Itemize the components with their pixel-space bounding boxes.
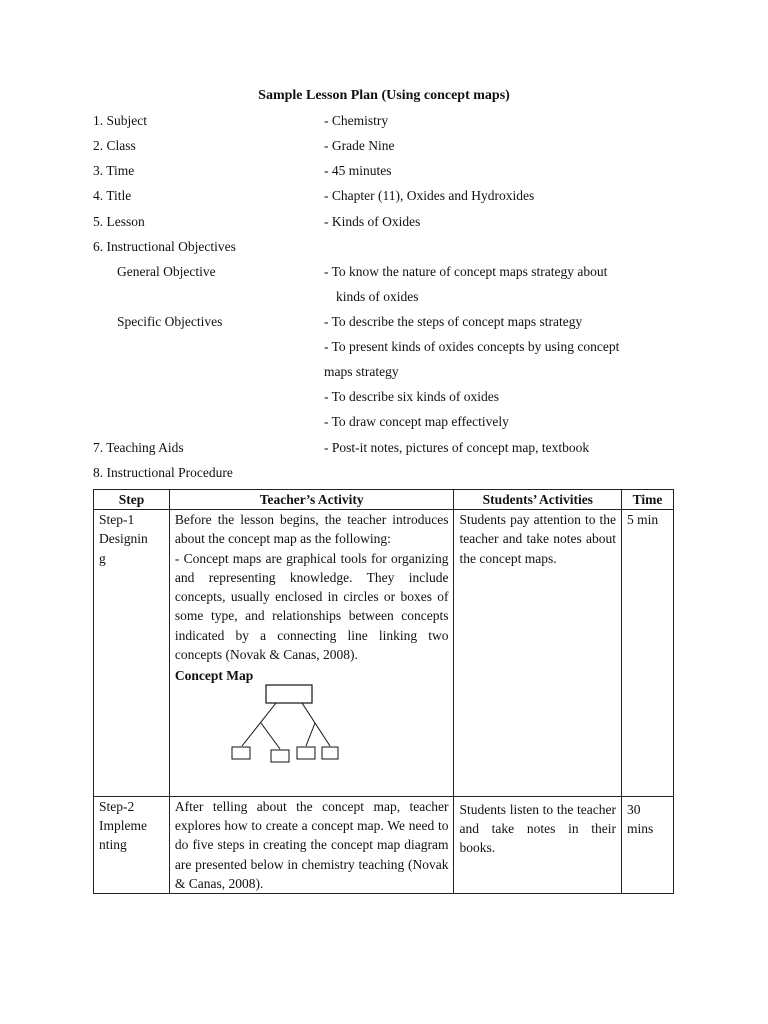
concept-child-node [232, 747, 250, 759]
item-value: - Grade Nine [324, 138, 395, 153]
item-value: - Kinds of Oxides [324, 214, 421, 229]
specific-objective-line: - To draw concept map effectively [324, 414, 509, 429]
concept-link [306, 723, 315, 746]
specific-objective-line: - To describe six kinds of oxides [324, 389, 500, 404]
item-label: Instructional Objectives [106, 239, 236, 254]
students-activity: Students listen to the teacher and take notes in their books. [459, 801, 617, 856]
procedure-table [93, 489, 674, 894]
item-label: Lesson [106, 214, 145, 229]
item-teaching-aids: 7. Teaching Aids - Post-it notes, pictures of concept map, textbook [0, 438, 768, 458]
item-value: - Post-it notes, pictures of concept map, textbook [324, 440, 590, 455]
step-cell: Step-1 Designin g [99, 512, 148, 566]
concept-root-node [266, 685, 312, 703]
specific-objectives [0, 312, 768, 332]
item-label: Time [106, 163, 135, 178]
specific-objective-line: - To describe the steps of concept maps strategy [324, 314, 583, 329]
concept-map-diagram [230, 684, 350, 766]
header-step: Step [94, 490, 170, 510]
time-cell: 30 mins [627, 801, 654, 836]
item-label: Subject [106, 113, 147, 128]
item-label: Class [106, 138, 136, 153]
item-label: Title [106, 188, 132, 203]
item-instructional-procedure: 8. Instructional Procedure [93, 465, 233, 480]
item-value: - Chapter (11), Oxides and Hydroxides [324, 188, 535, 203]
item-value: - 45 minutes [324, 163, 392, 178]
document-title: Sample Lesson Plan (Using concept maps) [258, 88, 510, 103]
concept-link [302, 703, 330, 746]
item-instructional-objectives: 6. Instructional Objectives [93, 239, 236, 254]
item-class: 2. Class - Grade Nine [0, 136, 768, 156]
general-objective [0, 262, 768, 282]
table-header-row [94, 490, 674, 510]
header-students-activities: Students’ Activities [454, 490, 622, 510]
general-objective-line1: - To know the nature of concept maps strategy about [324, 264, 608, 279]
teacher-activity: After telling about the concept map, teacher explores how to create a concept map. We need to do five steps in creating the concept map diagram are presented below in chemistry teaching (Novak & Canas, 2008). [174, 798, 449, 891]
concept-child-node [271, 750, 289, 762]
concept-map-label: Concept Map [174, 668, 254, 684]
step-cell: Step-2 Impleme nting [99, 798, 147, 853]
students-activity: Students pay attention to the teacher and take notes about the concept maps. [459, 512, 617, 566]
teacher-activity-intro: Before the lesson begins, the teacher introduces about the concept map as the following: [174, 512, 449, 547]
concept-link [261, 723, 280, 749]
item-lesson: 5. Lesson - Kinds of Oxides [0, 212, 768, 232]
item-value: - Chemistry [324, 113, 389, 128]
item-title: 4. Title - Chapter (11), Oxides and Hydroxides [0, 186, 768, 206]
specific-objectives-label: Specific Objectives [117, 314, 223, 329]
teacher-activity-definition: - Concept maps are graphical tools for organizing and representing knowledge. They include concepts, usually enclosed in circles or boxes of some type, and relationships between concepts indicated by a connecting line linking two concepts (Novak & Canas, 2008). [174, 550, 449, 663]
header-time: Time [622, 490, 674, 510]
time-cell: 5 min [627, 512, 659, 527]
concept-link [242, 703, 276, 746]
general-objective-label: General Objective [117, 264, 216, 279]
item-label: Teaching Aids [106, 440, 184, 455]
table-row [94, 510, 674, 797]
table-row [94, 796, 674, 893]
item-subject: 1. Subject - Chemistry [0, 111, 768, 131]
general-objective-line2: kinds of oxides [336, 289, 419, 304]
specific-objective-line: maps strategy [324, 364, 399, 379]
specific-objective-line: - To present kinds of oxides concepts by using concept [324, 339, 620, 354]
concept-child-node [322, 747, 338, 759]
concept-child-node [297, 747, 315, 759]
item-time: 3. Time - 45 minutes [0, 161, 768, 181]
item-label: Instructional Procedure [106, 465, 233, 480]
header-teacher-activity: Teacher’s Activity [169, 490, 454, 510]
